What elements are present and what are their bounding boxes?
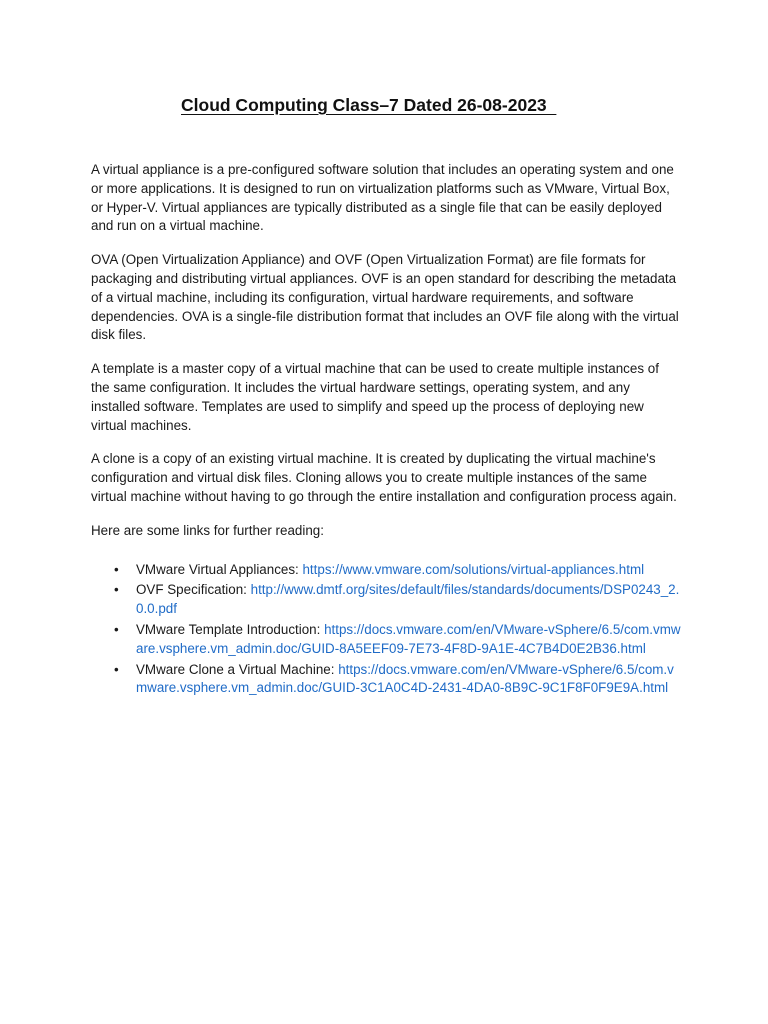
- list-item: [91, 561, 681, 580]
- paragraph-clone: A clone is a copy of an existing virtual machine. It is created by duplicating the virtual machine's configuration and virtual disk files. Cloning allows you to create multiple instances of the same virtual machine without having to go through the entire installation and configuration process again.: [91, 451, 677, 504]
- link-vmware-template-introduction[interactable]: https://docs.vmware.com/en/VMware-vSphere/6.5/com.vmware.vsphere.vm_admin.doc/GUID-8A5EEF09-7E73-4F8D-9A1E-4C7B4D0E2B36.html: [136, 621, 681, 656]
- document-body: [91, 161, 681, 700]
- list-item: [91, 661, 681, 699]
- link-ovf-specification[interactable]: http://www.dmtf.org/sites/default/files/standards/documents/DSP0243_2.0.0.pdf: [136, 582, 680, 617]
- bullet-icon: •: [114, 582, 119, 598]
- link-label: VMware Clone a Virtual Machine:: [136, 661, 339, 677]
- paragraph-virtual-appliance: A virtual appliance is a pre-configured software solution that includes an operating system and one or more applications. It is designed to run on virtualization platforms such as VMware, Virtual Box, or Hyper-V. Virtual appliances are typically distributed as a single file that can be easily deployed and run on a virtual machine.: [91, 162, 674, 234]
- paragraph-ova-ovf: OVA (Open Virtualization Appliance) and OVF (Open Virtualization Format) are file formats for packaging and distributing virtual appliances. OVF is an open standard for describing the metadata of a virtual machine, including its configuration, virtual hardware requirements, and software dependencies. OVA is a single-file distribution format that includes an OVF file along with the virtual disk files.: [91, 252, 679, 343]
- link-label: VMware Template Introduction:: [136, 621, 325, 637]
- link-label: OVF Specification:: [136, 582, 251, 598]
- link-vmware-clone-virtual-machine[interactable]: https://docs.vmware.com/en/VMware-vSphere/6.5/com.vmware.vsphere.vm_admin.doc/GUID-3C1A0C4D-2431-4DA0-8B9C-9C1F8F0F9E9A.html: [136, 661, 674, 696]
- bullet-icon: •: [114, 661, 119, 677]
- paragraph-template: A template is a master copy of a virtual machine that can be used to create multiple instances of the same configuration. It includes the virtual hardware settings, operating system, and any installed software. Templates are used to simplify and speed up the process of deploying new virtual machines.: [91, 361, 659, 433]
- bullet-icon: •: [114, 621, 119, 637]
- paragraph-links-intro: Here are some links for further reading:: [91, 522, 324, 538]
- link-vmware-virtual-appliances[interactable]: https://www.vmware.com/solutions/virtual-appliances.html: [302, 561, 645, 577]
- reading-links-list: [91, 561, 681, 699]
- list-item: [91, 581, 681, 619]
- document-title: Cloud Computing Class–7 Dated 26-08-2023: [181, 95, 557, 115]
- list-item: [91, 621, 681, 659]
- link-label: VMware Virtual Appliances:: [136, 561, 303, 577]
- bullet-icon: •: [114, 561, 119, 577]
